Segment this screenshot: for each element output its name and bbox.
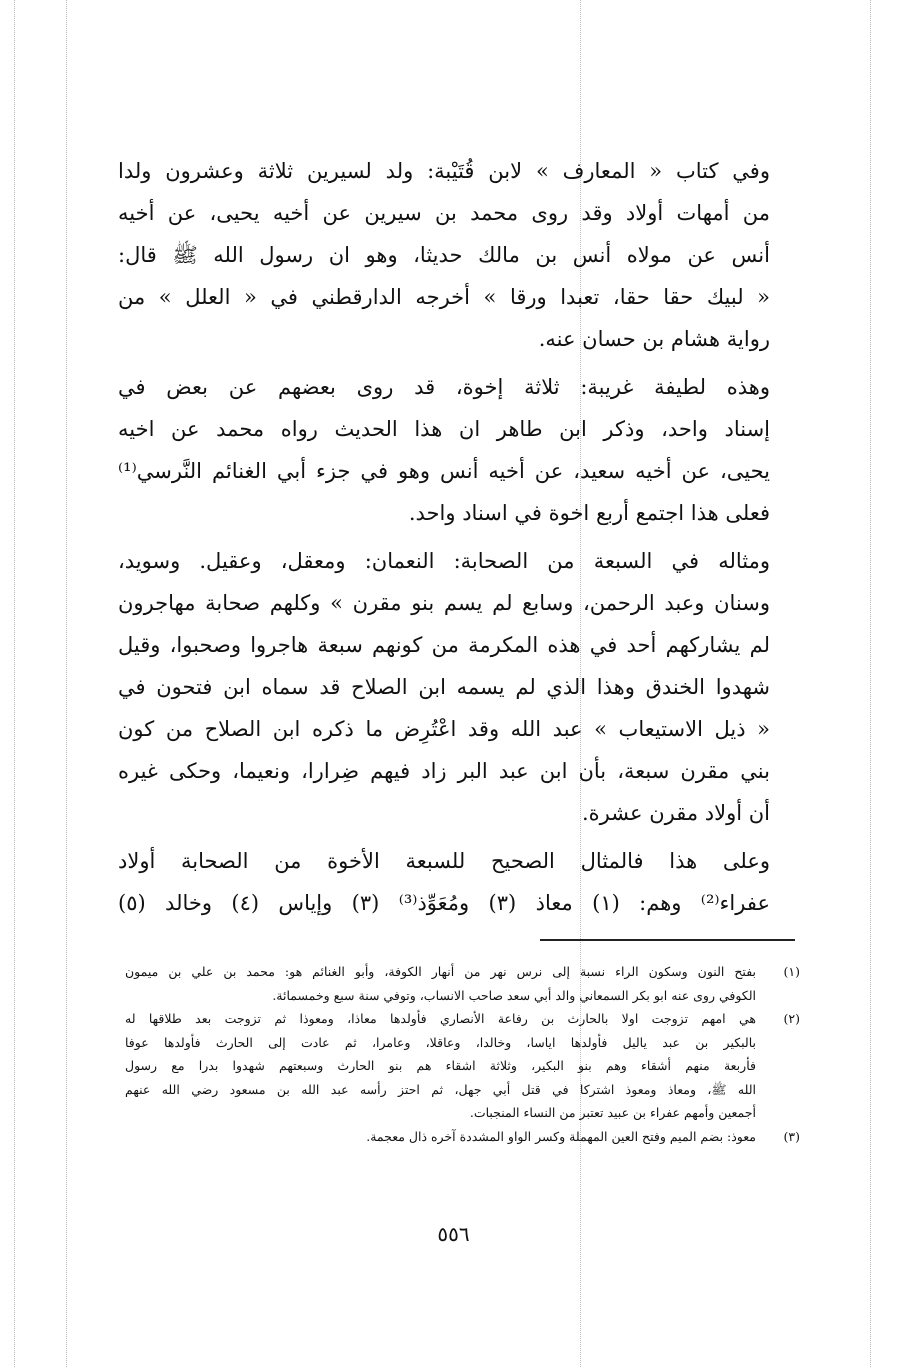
text-line: يحيى، عن أخيه سعيد، عن أخيه أنس وهو في جزء أبي الغنائم النَّرسي⁽¹⁾	[118, 459, 770, 483]
text-line: لم يشاركهم أحد في هذه المكرمة من كونهم سبعة هاجروا وصحبوا، وقيل	[118, 633, 770, 657]
text-line: بني مقرن سبعة، بأن ابن عبد البر زاد فيهم ضِرارا، ونعيما، وحكى غيره	[118, 759, 770, 783]
footnote-line: بفتح النون وسكون الراء نسبة إلى نرس نهر من أنهار الكوفة، وأبو الغنائم هو: محمد بن علي بن ميمون	[125, 964, 756, 979]
footnote-line: فأربعة منهم أشقاء وهم بنو البكير، وثلاثة اشقاء هم بنو الحارث وسبعتهم شهدوا بدرا مع رسول	[125, 1058, 756, 1073]
footnote-separator	[540, 939, 795, 941]
text-line: من أمهات أولاد وقد روى محمد بن سيرين عن أخيه يحيى، عن أخيه	[118, 201, 770, 225]
footnote-line: أجمعين وأمهم عفراء بن عبيد تعتبر من النساء المنجبات.	[469, 1105, 756, 1120]
text-line: وعلى هذا فالمثال الصحيح للسبعة الأخوة من الصحابة أولاد	[118, 849, 770, 873]
text-line: وفي كتاب « المعارف » لابن قُتَيْبة: ولد لسيرين ثلاثة وعشرون ولدا	[118, 159, 770, 183]
paragraph	[118, 366, 798, 534]
footnotes	[125, 960, 800, 1148]
footnote	[125, 1007, 800, 1125]
main-text	[118, 150, 798, 930]
text-line: إسناد واحد، وذكر ابن طاهر ان هذا الحديث رواه محمد عن اخيه	[118, 417, 770, 441]
paragraph	[118, 150, 798, 360]
page-number: ٥٥٦	[437, 1222, 470, 1246]
text-line: عفراء⁽²⁾ وهم: (١) معاذ (٣) ومُعَوِّذ⁽³⁾ (٣) وإياس (٤) وخالد (٥)	[118, 891, 770, 915]
footnote-line: معوذ: بضم الميم وفتح العين المهملة وكسر الواو المشددة آخره ذال معجمة.	[366, 1128, 756, 1144]
footnote	[125, 960, 800, 1007]
text-line: أن أولاد مقرن عشرة.	[582, 801, 770, 825]
footnote	[125, 1125, 800, 1149]
footnote-line: الكوفي روى عنه ابو بكر السمعاني والد أبي سعد صاحب الانساب، وتوفي سنة سبع وخمسمائة.	[272, 987, 756, 1003]
text-line: « ذيل الاستيعاب » عبد الله وقد اعْتُرِض ما ذكره ابن الصلاح من كون	[118, 717, 770, 741]
footnote-line: هي امهم تزوجت اولا بالحارث بن رفاعة الأنصاري فأولدها معاذا، ومعوذا ثم تزوجت بعد طلاقها له	[125, 1011, 756, 1026]
scan-artifact-line	[66, 0, 67, 1367]
footnote-number: (١)	[783, 964, 800, 979]
text-line: وسنان وعبد الرحمن، وسابع لم يسم بنو مقرن » وكلهم صحابة مهاجرون	[118, 591, 770, 615]
paragraph	[118, 840, 798, 924]
paragraph	[118, 540, 798, 834]
footnote-line: الله ﷺ، ومعاذ ومعوذ اشتركا في قتل أبي جهل، ثم احتز رأسه عبد الله بن مسعود رضي الله عنهم	[125, 1081, 756, 1097]
text-line: شهدوا الخندق وهذا الذي لم يسمه ابن الصلاح قد سماه ابن فتحون في	[118, 675, 770, 699]
text-line: « لبيك حقا حقا، تعبدا ورقا » أخرجه الدارقطني في « العلل » من	[118, 285, 770, 309]
text-line: فعلى هذا اجتمع أربع اخوة في اسناد واحد.	[408, 501, 770, 525]
text-line: وهذه لطيفة غريبة: ثلاثة إخوة، قد روى بعضهم عن بعض في	[118, 375, 770, 399]
scan-artifact-line	[870, 0, 871, 1367]
footnote-number: (٣)	[783, 1128, 800, 1144]
text-line: ومثاله في السبعة من الصحابة: النعمان: ومعقل، وعقيل. وسويد،	[118, 549, 770, 573]
text-line: رواية هشام بن حسان عنه.	[538, 327, 770, 351]
footnote-number: (٢)	[783, 1011, 800, 1026]
text-line: أنس عن مولاه أنس بن مالك حديثا، وهو ان رسول الله ﷺ قال:	[118, 243, 770, 267]
scan-artifact-line	[14, 0, 15, 1367]
footnote-line: بالبكير بن عبد ياليل فأولدها اياسا، وخالدا، وعاقلا، وعامرا، ثم عادت إلى الحارث فأولدها عوفا	[125, 1034, 756, 1050]
